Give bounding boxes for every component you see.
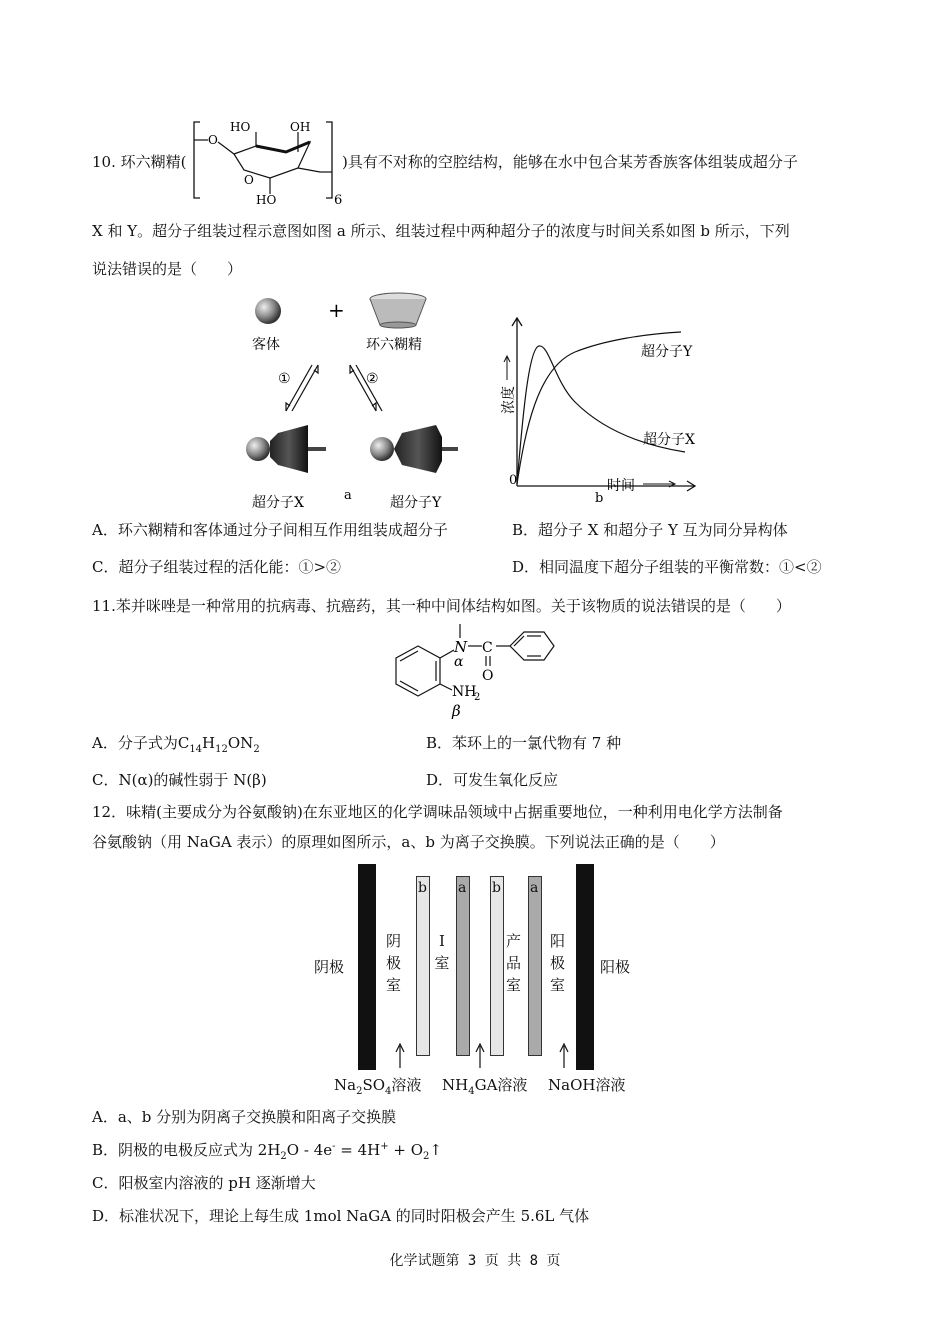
room-i-label: I 室 [434, 932, 450, 972]
electrolysis-figure [300, 860, 640, 1100]
fig-b-caption: b [595, 491, 604, 506]
atom-n-alpha: N [454, 638, 468, 656]
cathode-label: 阴极 [314, 958, 345, 976]
fig-a-caption: a [344, 488, 352, 503]
product-room-label: 产 品 室 [506, 932, 522, 994]
q11-option-b: B．苯环上的一氯代物有 7 种 [426, 734, 622, 752]
membrane-a-1 [456, 876, 470, 1056]
feed-arrows [300, 1040, 640, 1070]
q11-option-d: D．可发生氧化反应 [426, 771, 559, 789]
q10-option-d: D．相同温度下超分子组装的平衡常数：①<② [512, 558, 822, 576]
alpha-label: α [454, 654, 464, 670]
supramolecule-x-icon [246, 425, 326, 473]
q12-line2: 谷氨酸钠（用 NaGA 表示）的原理如图所示，a、b 为离子交换膜。下列说法正确的是（ ） [92, 833, 725, 851]
figure-a [230, 285, 480, 515]
struct-ho1: HO [230, 120, 251, 134]
page-footer: 化学试题第 3 页 共 8 页 [389, 1253, 561, 1269]
feed-na2so4: $Na_2SO_4$溶液 [334, 1076, 422, 1097]
cathode-room-label: 阴 极 室 [386, 932, 402, 994]
q12-option-b: B．阴极的电极反应式为 $2H_2O - 4e^- = 4H^+$ + $O_2↑$ [92, 1141, 442, 1162]
q10-option-a: A．环六糊精和客体通过分子间相互作用组装成超分子 [92, 521, 448, 539]
x-label: 超分子X [252, 495, 304, 511]
mem-a-label-2: a [530, 880, 539, 896]
series-x-label: 超分子X [643, 432, 695, 448]
mem-a-label-1: a [458, 880, 467, 896]
anode-label: 阳极 [600, 958, 631, 976]
membrane-b-2 [490, 876, 504, 1056]
struct-ho2: HO [256, 193, 277, 207]
membrane-b-1 [416, 876, 430, 1056]
anode-room-label: 阳 极 室 [550, 932, 566, 994]
atom-nh-sub: 2 [474, 692, 481, 703]
curve-supramolecule-x [517, 346, 685, 484]
series-y-label: 超分子Y [641, 344, 693, 360]
supramolecule-y-icon [370, 425, 458, 473]
benzimidazole-intermediate-structure [388, 618, 568, 722]
atom-c: C [482, 640, 493, 656]
q12-option-c: C．阳极室内溶液的 pH 逐渐增大 [92, 1174, 316, 1192]
mem-b-label-2: b [492, 880, 501, 896]
struct-o: O [208, 133, 218, 147]
q12-option-a: A．a、b 分别为阴离子交换膜和阳离子交换膜 [92, 1108, 397, 1126]
struct-oh: OH [290, 120, 311, 134]
feed-nh4ga: $NH_4GA$溶液 [442, 1076, 528, 1097]
origin: 0 [509, 473, 518, 488]
q10-option-c: C．超分子组装过程的活化能：①>② [92, 558, 342, 576]
cyclodextrin-structure [186, 112, 346, 208]
q11-option-a: A．分子式为$C_{14}H_{12}ON_2$ [92, 734, 260, 755]
membrane-a-2 [528, 876, 542, 1056]
host-cup-icon [370, 293, 426, 328]
xlabel: 时间 [607, 478, 635, 494]
q12-line1: 12．味精(主要成分为谷氨酸钠)在东亚地区的化学调味品领域中占据重要地位，一种利用电化学方法制备 [92, 803, 783, 821]
q10-prefix: 10. 环六糊精( [92, 153, 187, 171]
plus-sign: + [328, 298, 345, 322]
q11-option-c: C．N(α)的碱性弱于 N(β) [92, 771, 267, 789]
q12-option-d: D．标准状况下，理论上每生成 1mol NaGA 的同时阳极会产生 5.6L 气体 [92, 1207, 590, 1225]
mem-b-label-1: b [418, 880, 427, 896]
struct-n: 6 [334, 193, 343, 208]
figure-b [495, 312, 715, 512]
q10-option-b: B．超分子 X 和超分子 Y 互为同分异构体 [512, 521, 788, 539]
guest-label: 客体 [252, 337, 280, 353]
ylabel: 浓度 [501, 386, 517, 414]
q11-stem: 11.苯并咪唑是一种常用的抗病毒、抗癌药，其一种中间体结构如图。关于该物质的说法错误的是（ ） [92, 597, 791, 615]
y-label: 超分子Y [390, 495, 442, 511]
q10-line2: X 和 Y。超分子组装过程示意图如图 a 所示、组装过程中两种超分子的浓度与时间关系如图 b 所示，下列 [92, 222, 790, 240]
svg-text:O: O [244, 173, 254, 187]
host-label: 环六糊精 [366, 337, 422, 353]
step1: ① [278, 371, 291, 387]
atom-nh: NH [452, 684, 477, 700]
guest-ball-icon [255, 298, 281, 324]
step2: ② [366, 371, 379, 387]
feed-naoh: NaOH溶液 [548, 1076, 626, 1094]
atom-o: O [482, 668, 494, 684]
q10-suffix: )具有不对称的空腔结构，能够在水中包合某芳香族客体组装成超分子 [342, 153, 798, 171]
beta-label: β [452, 702, 461, 720]
q10-line3: 说法错误的是（ ） [92, 260, 243, 278]
